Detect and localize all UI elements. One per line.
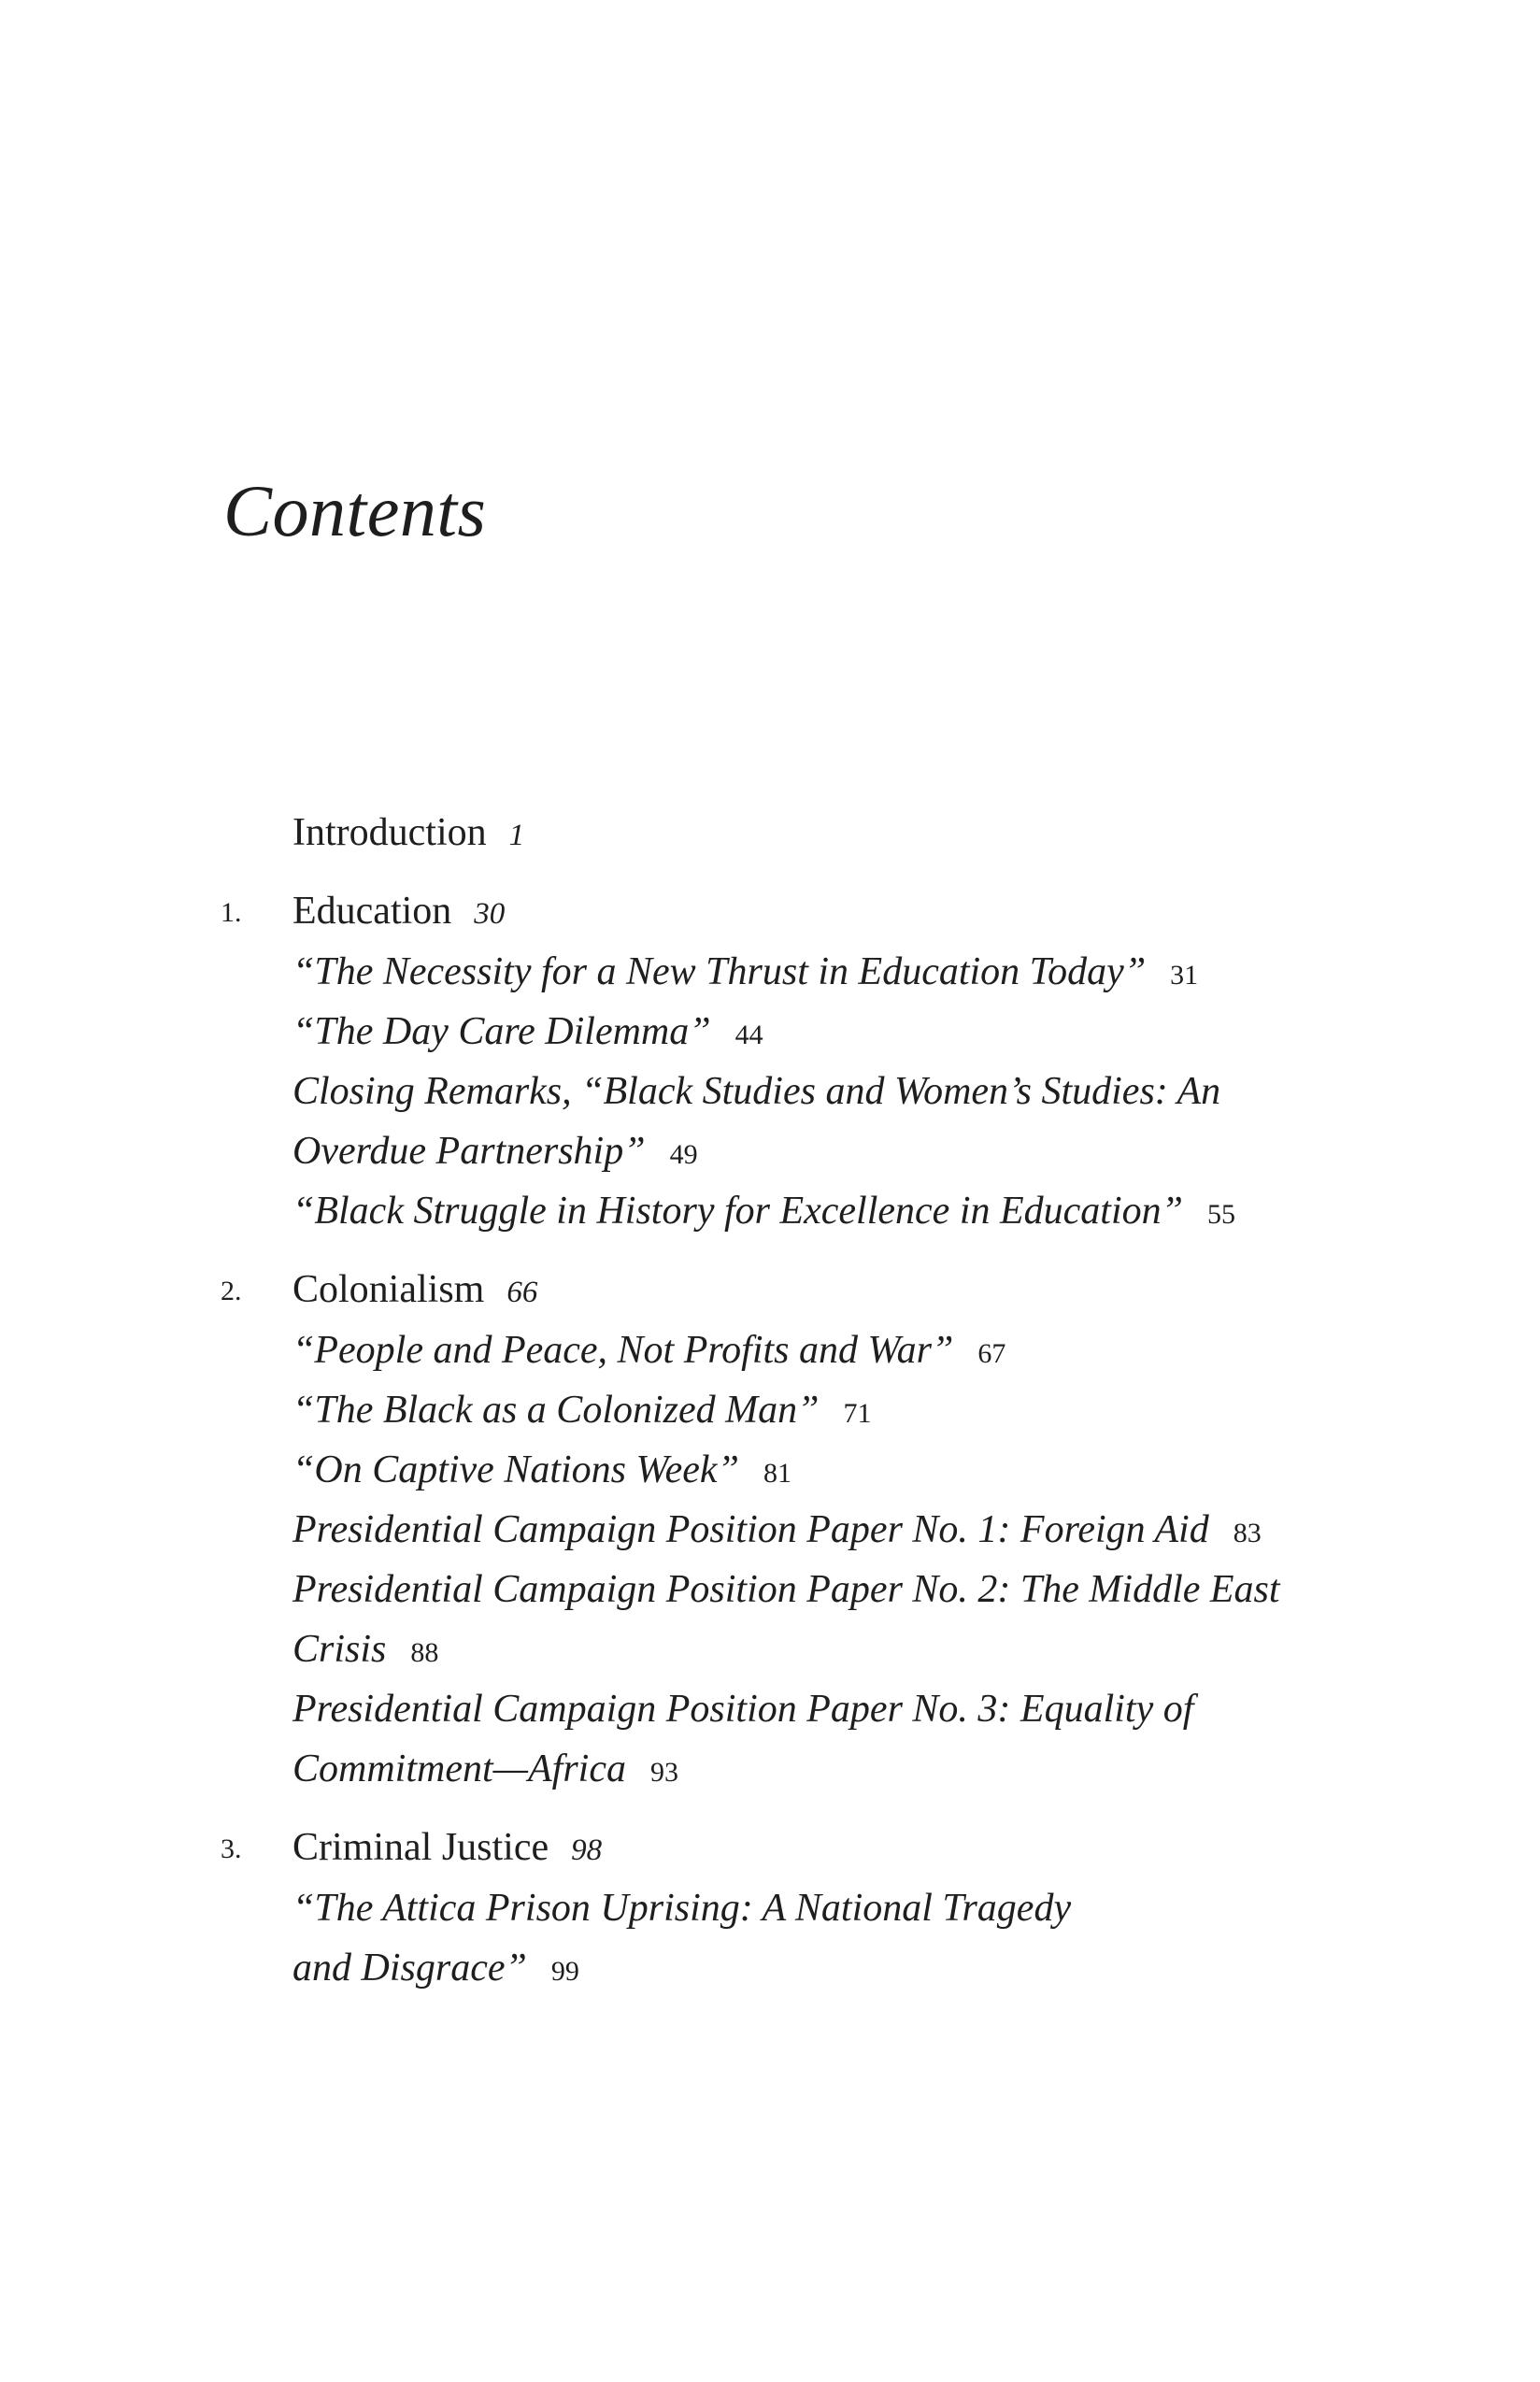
toc-entry-page: 31 — [1170, 960, 1199, 991]
toc-entry-page: 93 — [649, 1757, 678, 1788]
toc-entry-page: 81 — [763, 1458, 791, 1489]
toc-entry-title: “The Black as a Colonized Man” — [292, 1389, 820, 1432]
toc-entry-title: “People and Peace, Not Profits and War” — [292, 1329, 954, 1372]
toc-entry — [292, 1508, 1262, 1551]
toc-entry-continued — [292, 1628, 438, 1671]
toc-entry — [292, 1568, 1280, 1611]
toc-entry-page: 49 — [669, 1139, 698, 1170]
toc-entry — [292, 1389, 872, 1432]
page-title: Contents — [223, 470, 487, 551]
chapter-number: 1. — [221, 897, 242, 928]
chapter-number: 3. — [221, 1833, 242, 1864]
toc-entry-title: “Black Struggle in History for Excellence in Education” — [292, 1190, 1183, 1233]
toc-entry-page: 67 — [977, 1338, 1006, 1369]
toc-entry-page: 83 — [1233, 1518, 1262, 1548]
chapter-heading — [292, 1268, 537, 1311]
toc-intro-label: Introduction — [292, 811, 487, 854]
chapter-number: 2. — [221, 1276, 242, 1306]
chapter-page: 66 — [506, 1276, 538, 1309]
toc-entry-continued — [292, 1947, 579, 1990]
toc-intro-page: 1 — [508, 819, 525, 852]
toc-entry-title: Commitment—Africa — [292, 1747, 626, 1790]
toc-entry-page: 55 — [1206, 1199, 1235, 1230]
toc-entry — [292, 950, 1198, 993]
chapter-label: Education — [292, 890, 452, 933]
toc-entry — [292, 1190, 1235, 1233]
toc-entry — [292, 1448, 791, 1491]
chapter-label: Criminal Justice — [292, 1826, 549, 1869]
chapter-heading — [292, 890, 505, 933]
toc-entry — [292, 1070, 1220, 1113]
toc-entry-continued — [292, 1747, 678, 1790]
toc-entry-title: “The Day Care Dilemma” — [292, 1010, 711, 1053]
toc-entry-title: Crisis — [292, 1628, 387, 1671]
toc-intro — [292, 811, 524, 854]
chapter-label: Colonialism — [292, 1268, 485, 1311]
toc-entry-title: Overdue Partnership” — [292, 1130, 646, 1173]
toc-entry-title: Presidential Campaign Position Paper No. 1: Foreign Aid — [292, 1508, 1209, 1551]
toc-entry — [292, 1887, 1071, 1930]
toc-entry-title: “The Necessity for a New Thrust in Education Today” — [292, 950, 1147, 993]
toc-entry-title: Presidential Campaign Position Paper No. 3: Equality of — [292, 1688, 1194, 1731]
toc-entry-title: Closing Remarks, “Black Studies and Women’s Studies: An — [292, 1070, 1221, 1113]
toc-entry-title: Presidential Campaign Position Paper No. 2: The Middle East — [292, 1568, 1280, 1611]
chapter-page: 98 — [571, 1833, 603, 1867]
toc-entry-page: 44 — [734, 1020, 763, 1050]
toc-entry-page: 99 — [550, 1956, 579, 1987]
toc-entry-title: “On Captive Nations Week” — [292, 1448, 739, 1491]
chapter-page: 30 — [474, 897, 506, 931]
toc-entry-title: and Disgrace” — [292, 1947, 527, 1990]
chapter-heading — [292, 1826, 602, 1869]
toc-entry-title: “The Attica Prison Uprising: A National Tragedy — [292, 1887, 1072, 1930]
toc-entry-continued — [292, 1130, 698, 1173]
toc-entry — [292, 1329, 1005, 1372]
toc-entry — [292, 1688, 1193, 1731]
toc-entry — [292, 1010, 763, 1053]
toc-entry-page: 88 — [410, 1637, 439, 1668]
toc-entry-page: 71 — [843, 1398, 872, 1429]
